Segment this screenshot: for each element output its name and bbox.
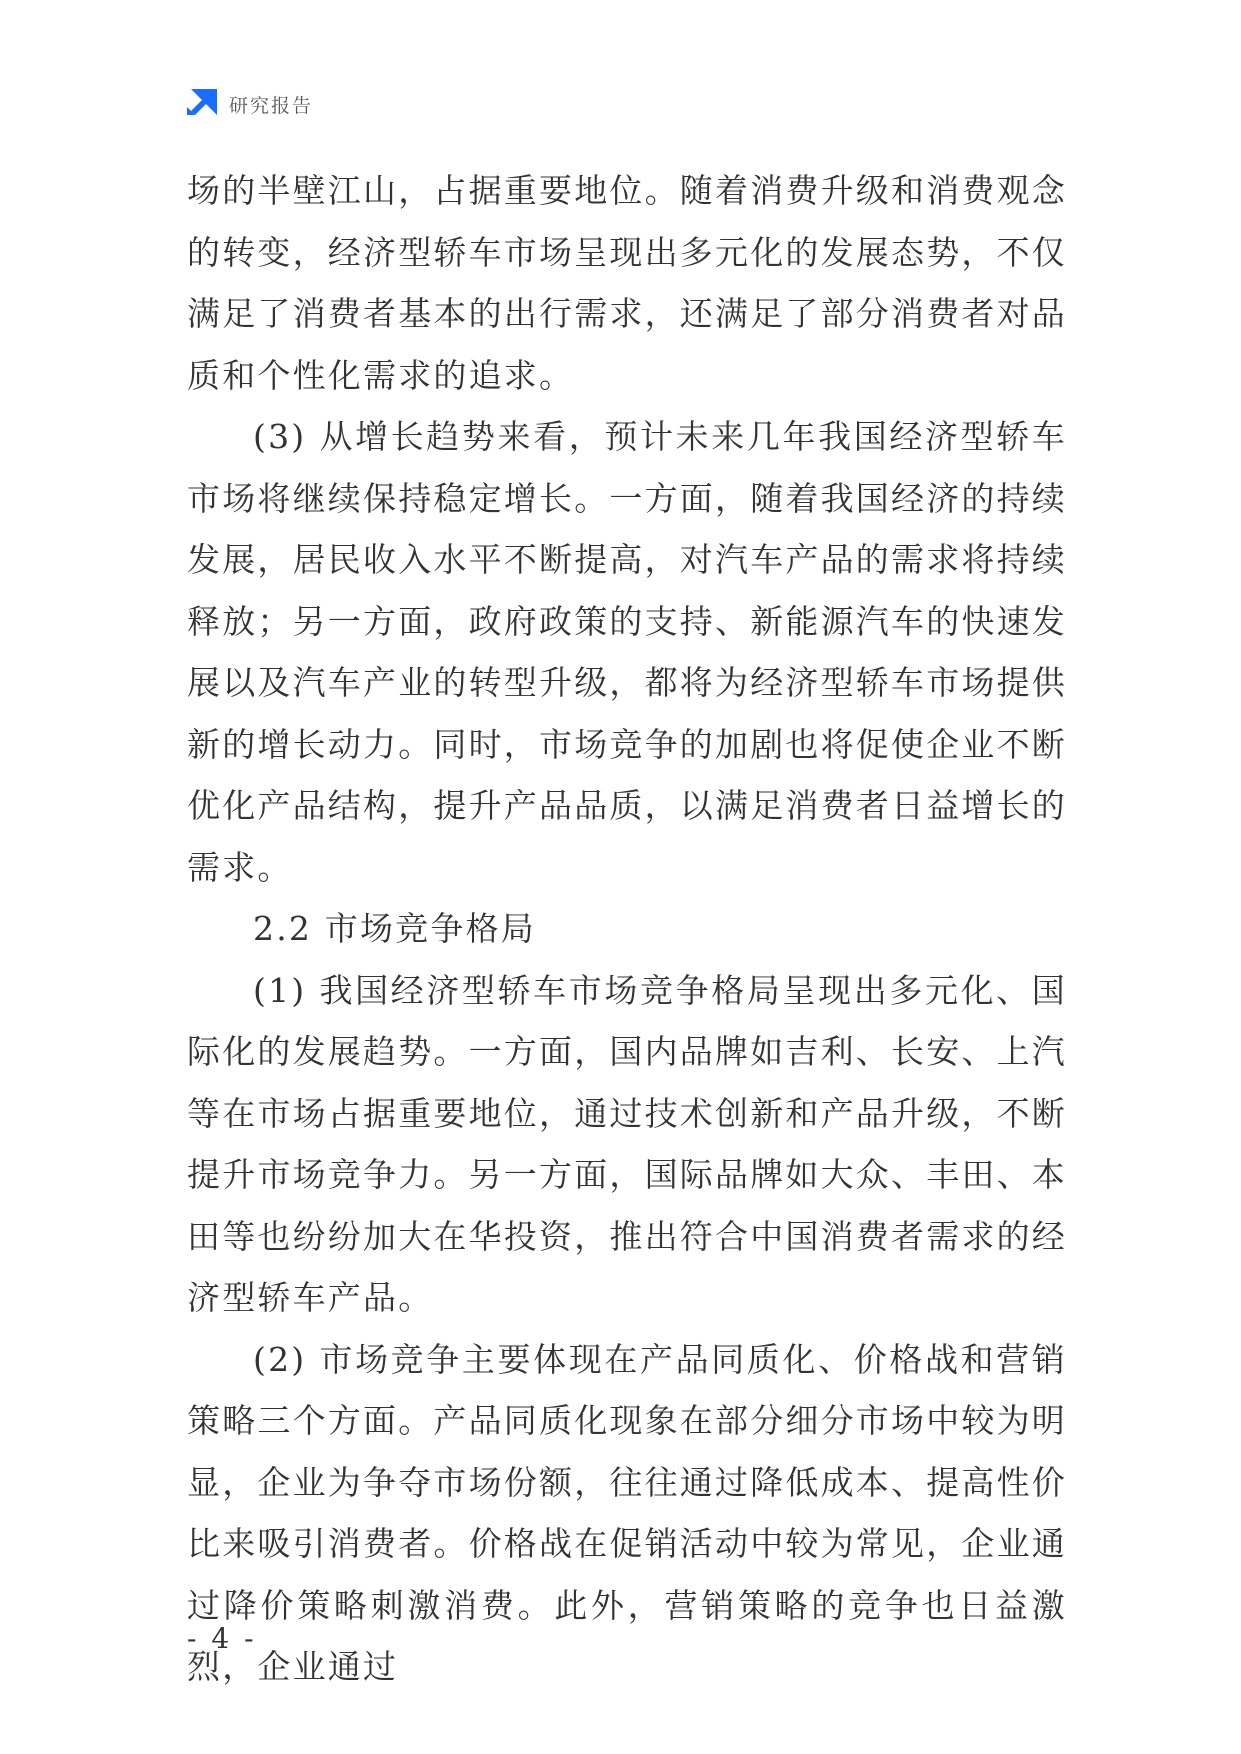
section-heading: 2.2 市场竞争格局 — [253, 909, 536, 948]
paragraph-competition-landscape: (1) 我国经济型轿车市场竞争格局呈现出多元化、国际化的发展趋势。一方面，国内品牌如吉利、长安、上汽等在市场占据重要地位，通过技术创新和产品升级，不断提升市场竞争力。另一方面，国际品牌如大众、丰田、本田等也纷纷加大在华投资，推出符合中国消费者需求的经济型轿车产品。 — [187, 970, 1067, 1317]
arrow-up-right-icon — [187, 89, 217, 119]
paragraph-intro: 场的半壁江山，占据重要地位。随着消费升级和消费观念的转变，经济型轿车市场呈现出多元化的发展态势，不仅满足了消费者基本的出行需求，还满足了部分消费者对品质和个性化需求的追求。 — [187, 171, 1067, 395]
paragraph-competition-aspects: (2) 市场竞争主要体现在产品同质化、价格战和营销策略三个方面。产品同质化现象在部分细分市场中较为明显，企业为争夺市场份额，往往通过降低成本、提高性价比来吸引消费者。价格战在促销活动中较为常见，企业通过降价策略刺激消费。此外，营销策略的竞争也日益激烈，企业通过 — [187, 1339, 1067, 1686]
report-type-label: 研究报告 — [229, 94, 314, 117]
document-body — [187, 160, 1067, 1698]
paragraph-growth-trend: (3) 从增长趋势来看，预计未来几年我国经济型轿车市场将继续保持稳定增长。一方面，随着我国经济的持续发展，居民收入水平不断提高，对汽车产品的需求将持续释放；另一方面，政府政策的支持、新能源汽车的快速发展以及汽车产业的转型升级，都将为经济型轿车市场提供新的增长动力。同时，市场竞争的加剧也将促使企业不断优化产品结构，提升产品品质，以满足消费者日益增长的需求。 — [187, 417, 1067, 887]
report-header — [187, 86, 313, 122]
page-number: - 4 - — [187, 1622, 257, 1655]
